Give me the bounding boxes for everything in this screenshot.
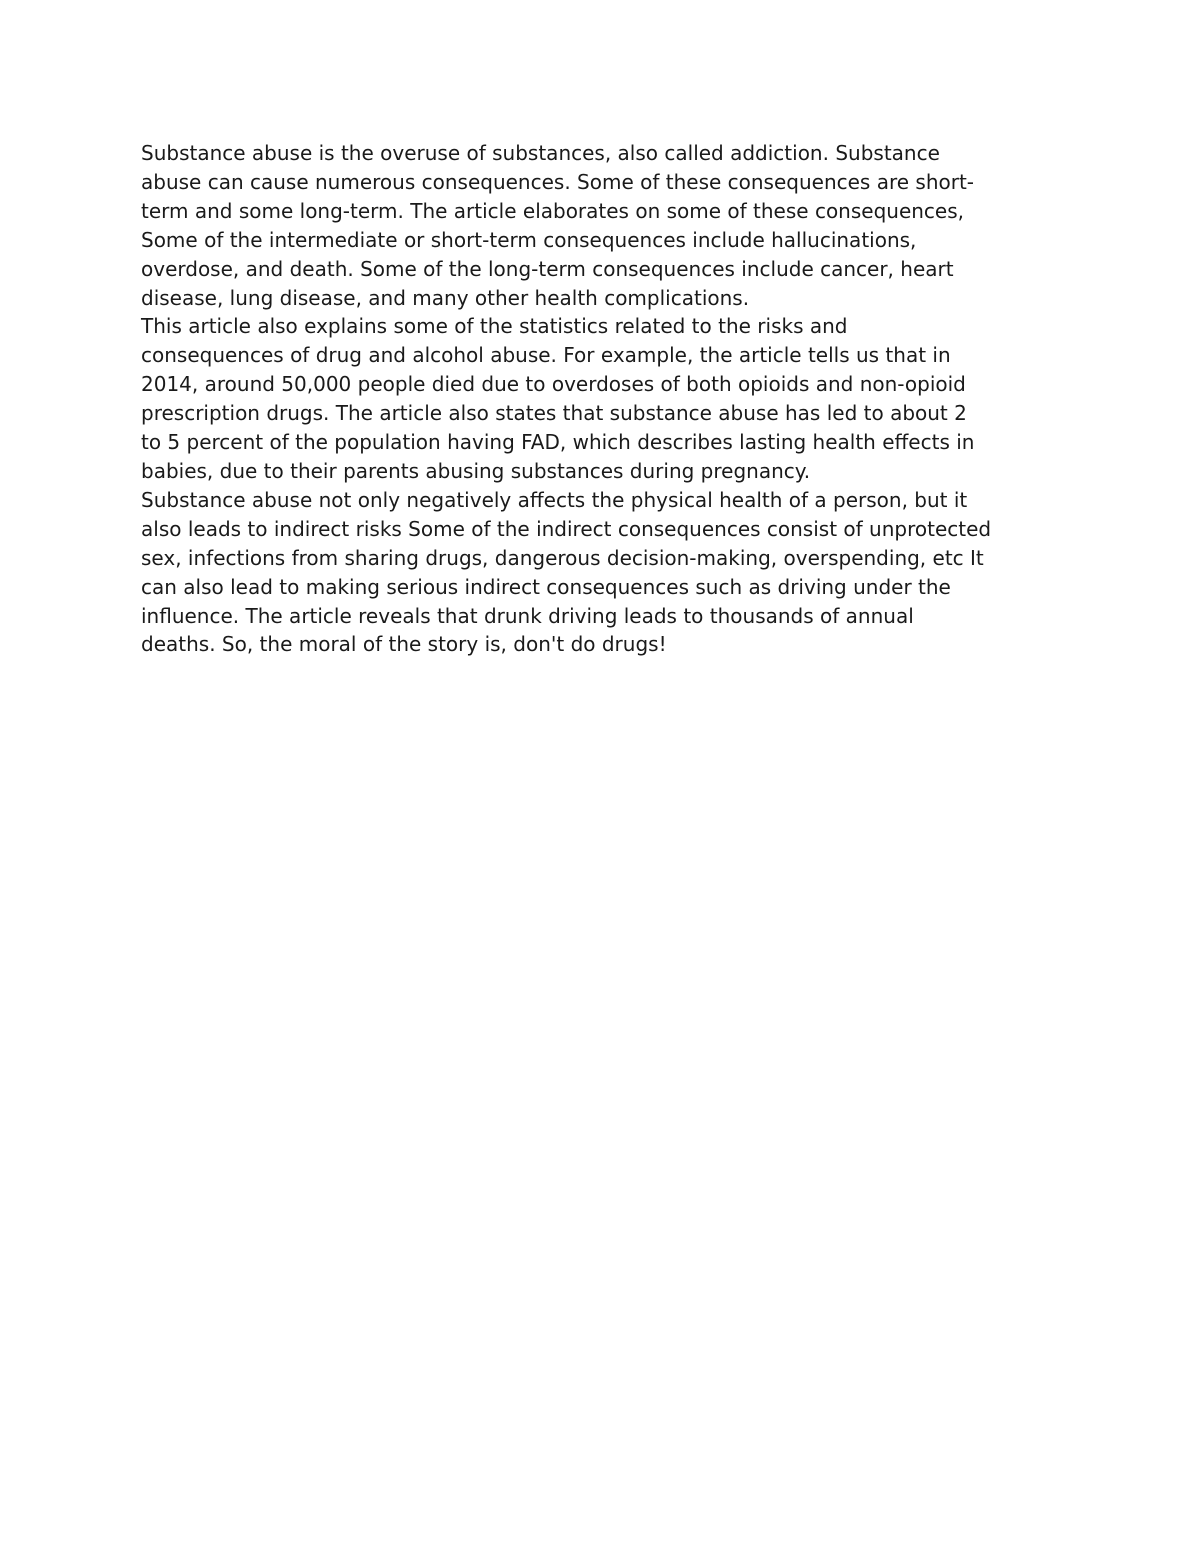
paragraph-3: Substance abuse not only negatively affects the physical health of a person, but it also leads to indirect risks Some of the indirect consequences consist of unprotected sex, infections from sharing drugs, dangerous decision-making, overspending, etc It can also lead to making serious indirect consequences such as driving under the influence. The article reveals that drunk driving leads to thousands of annual deaths. So, the moral of the story is, don't do drugs! [141, 487, 992, 657]
document-body [141, 139, 1066, 659]
paragraph-1: Substance abuse is the overuse of substances, also called addiction. Substance abuse can cause numerous consequences. Some of these consequences are short- term and some long-term. The article elaborates on some of these consequences, Some of the intermediate or short-term consequences include hallucinations, overdose, and death. Some of the long-term consequences include cancer, heart disease, lung disease, and many other health complications. [141, 141, 975, 310]
paragraph-2: This article also explains some of the statistics related to the risks and consequences of drug and alcohol abuse. For example, the article tells us that in 2014, around 50,000 people died due to overdoses of both opioids and non-opioid prescription drugs. The article also states that substance abuse has led to about 2 to 5 percent of the population having FAD, which describes lasting health effects in babies, due to their parents abusing substances during pregnancy. [141, 314, 975, 483]
